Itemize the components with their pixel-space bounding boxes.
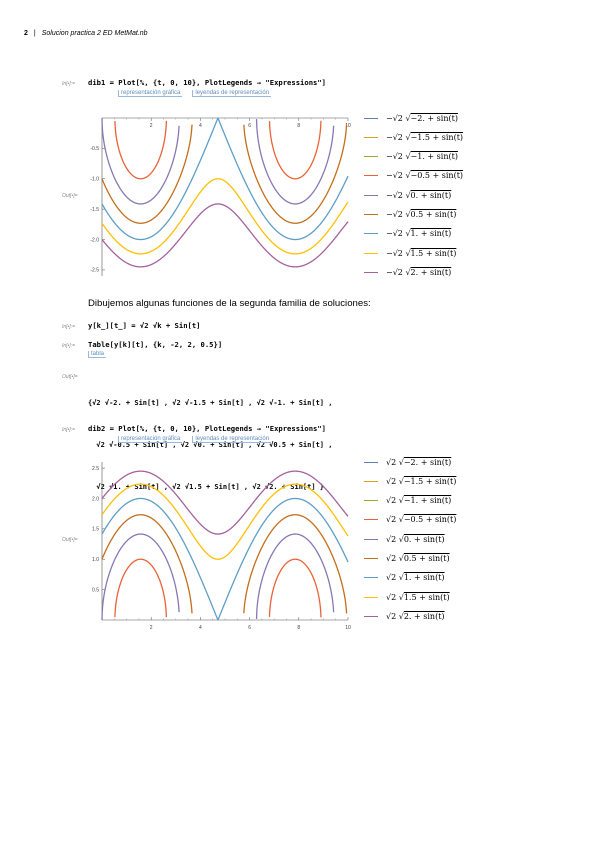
legend-radicand: −1. + sin(t) bbox=[410, 152, 458, 162]
legend-swatch bbox=[364, 519, 378, 520]
legend-entry bbox=[364, 571, 445, 585]
legend-swatch bbox=[364, 577, 378, 578]
legend-swatch bbox=[364, 253, 378, 254]
radical-sign: √ bbox=[398, 457, 404, 467]
x-tick-label: 6 bbox=[248, 123, 251, 129]
legend-radicand: 1.5 + sin(t) bbox=[403, 592, 450, 602]
legend-prefix: √2 bbox=[386, 611, 399, 621]
output-label: Out[•]= bbox=[62, 193, 78, 199]
input-code-definition[interactable]: y[k_][t_] = √2 √k + Sin[t] bbox=[88, 321, 201, 330]
legend-swatch bbox=[364, 118, 378, 119]
legend-swatch bbox=[364, 539, 378, 540]
page-number: 2 bbox=[24, 30, 28, 37]
radical-sign: √ bbox=[398, 496, 404, 506]
legend-radicand: −2. + sin(t) bbox=[403, 457, 452, 467]
legend-entry bbox=[364, 188, 451, 202]
y-tick-label: 1.0 bbox=[92, 557, 99, 564]
radical-sign: √ bbox=[398, 611, 404, 621]
y-tick-label: 2.5 bbox=[92, 465, 99, 472]
input-label: In[•]:= bbox=[62, 427, 76, 433]
page-header bbox=[24, 30, 148, 37]
legend-entry bbox=[364, 246, 456, 260]
legend-radicand: −0.5 + sin(t) bbox=[403, 515, 457, 525]
legend-radicand: 1. + sin(t) bbox=[410, 229, 452, 239]
legend-radicand: 2. + sin(t) bbox=[410, 267, 452, 277]
legend-prefix: −√2 bbox=[386, 113, 406, 123]
radical-sign: √ bbox=[398, 573, 404, 583]
x-tick-label: 10 bbox=[345, 123, 351, 129]
legend-prefix: −√2 bbox=[386, 132, 406, 142]
legend-prefix: √2 bbox=[386, 573, 399, 583]
radical-sign: √ bbox=[405, 248, 411, 258]
legend-radicand: 0.5 + sin(t) bbox=[410, 210, 457, 219]
radical-sign: √ bbox=[405, 132, 411, 142]
radical-sign: √ bbox=[398, 554, 404, 563]
legend-prefix: −√2 bbox=[386, 267, 406, 277]
series-line-k0_5 bbox=[102, 125, 347, 224]
legend-entry bbox=[364, 552, 450, 566]
legend-entry bbox=[364, 150, 458, 164]
hint-plot[interactable]: representación gráfica bbox=[118, 90, 182, 97]
table-output-line: √2 √-0.5 + Sin[t] , √2 √0. + Sin[t] , √2 √0.5 + Sin[t] , bbox=[88, 441, 333, 449]
y-tick-label: 1.5 bbox=[92, 526, 99, 533]
legend-radicand: 2. + sin(t) bbox=[403, 611, 445, 621]
legend-entry bbox=[364, 265, 451, 279]
series-line-km0_5 bbox=[115, 121, 321, 179]
legend-entry bbox=[364, 609, 445, 623]
code-hints bbox=[88, 351, 116, 357]
legend-prefix: −√2 bbox=[386, 210, 406, 219]
hint-plot[interactable]: representación gráfica bbox=[118, 436, 182, 443]
legend-entry bbox=[364, 590, 450, 604]
legend-entry bbox=[364, 227, 451, 241]
legend-prefix: √2 bbox=[386, 534, 399, 544]
radical-sign: √ bbox=[405, 113, 411, 123]
legend-radicand: −1.5 + sin(t) bbox=[403, 476, 457, 486]
table-output-line: √2 √1. + Sin[t] , √2 √1.5 + Sin[t] , √2 √2. + Sin[t] } bbox=[88, 483, 325, 491]
hint-legends[interactable]: leyendas de representación bbox=[192, 436, 271, 443]
notebook-title: Solucion practica 2 ED MetMat.nb bbox=[41, 30, 148, 37]
input-code-table[interactable]: Table[y[k][t], {k, -2, 2, 0.5}] bbox=[88, 340, 223, 349]
legend-entry bbox=[364, 532, 445, 546]
legend-prefix: √2 bbox=[386, 554, 399, 563]
series-line-k0_5 bbox=[102, 515, 347, 614]
y-tick-label: -1.0 bbox=[90, 176, 99, 183]
series-line-k2 bbox=[102, 204, 348, 267]
radical-sign: √ bbox=[398, 592, 404, 602]
legend-swatch bbox=[364, 616, 378, 617]
series-line-km0_5 bbox=[115, 559, 321, 617]
legend-entry bbox=[364, 455, 451, 469]
legend-prefix: √2 bbox=[386, 496, 399, 506]
plot-2[interactable] bbox=[80, 456, 360, 631]
legend-prefix: √2 bbox=[386, 592, 399, 602]
legend-swatch bbox=[364, 597, 378, 598]
plot-1-legend bbox=[364, 112, 484, 282]
radical-sign: √ bbox=[405, 210, 411, 219]
legend-radicand: −2. + sin(t) bbox=[410, 113, 458, 123]
input-label: In[•]:= bbox=[62, 343, 76, 349]
hint-table[interactable]: tabla bbox=[88, 351, 106, 358]
x-tick-label: 6 bbox=[248, 625, 251, 631]
legend-swatch bbox=[364, 156, 378, 157]
legend-entry bbox=[364, 474, 456, 488]
radical-sign: √ bbox=[405, 152, 411, 162]
legend-swatch bbox=[364, 272, 378, 273]
legend-prefix: √2 bbox=[386, 515, 399, 525]
legend-swatch bbox=[364, 462, 378, 463]
series-line-k2 bbox=[102, 471, 348, 534]
legend-prefix: √2 bbox=[386, 457, 399, 467]
code-hints bbox=[118, 90, 281, 96]
legend-prefix: −√2 bbox=[386, 171, 406, 181]
output-label: Out[•]= bbox=[62, 374, 78, 380]
legend-prefix: −√2 bbox=[386, 190, 406, 200]
input-label: In[•]:= bbox=[62, 81, 76, 87]
legend-prefix: −√2 bbox=[386, 152, 406, 162]
legend-radicand: 0.5 + sin(t) bbox=[403, 554, 450, 563]
x-tick-label: 8 bbox=[297, 625, 301, 631]
table-output-line: {√2 √-2. + Sin[t] , √2 √-1.5 + Sin[t] , √2 √-1. + Sin[t] , bbox=[88, 399, 333, 407]
header-separator: | bbox=[33, 30, 36, 37]
x-tick-label: 2 bbox=[149, 123, 153, 129]
legend-swatch bbox=[364, 481, 378, 482]
legend-entry bbox=[364, 494, 451, 508]
legend-entry bbox=[364, 130, 463, 144]
legend-radicand: 1.5 + sin(t) bbox=[410, 248, 457, 258]
legend-prefix: −√2 bbox=[386, 248, 406, 258]
radical-sign: √ bbox=[405, 171, 411, 181]
x-tick-label: 8 bbox=[297, 123, 301, 129]
input-code-plot1[interactable]: dib1 = Plot[%, {t, 0, 10}, PlotLegends → "Expressions"] bbox=[88, 78, 326, 87]
legend-entry bbox=[364, 208, 456, 222]
y-tick-label: -1.5 bbox=[90, 206, 99, 213]
plot-2-legend bbox=[364, 456, 484, 626]
y-tick-label: 0.5 bbox=[92, 587, 99, 594]
y-tick-label: -2.5 bbox=[90, 267, 99, 274]
radical-sign: √ bbox=[398, 515, 404, 525]
legend-radicand: 0. + sin(t) bbox=[403, 534, 445, 544]
radical-sign: √ bbox=[398, 476, 404, 486]
legend-prefix: −√2 bbox=[386, 229, 406, 239]
legend-entry bbox=[364, 169, 463, 183]
plot-1[interactable] bbox=[80, 112, 360, 282]
legend-swatch bbox=[364, 558, 378, 559]
radical-sign: √ bbox=[398, 534, 404, 544]
prose-text: Dibujemos algunas funciones de la segunda familia de soluciones: bbox=[88, 298, 371, 309]
legend-prefix: √2 bbox=[386, 476, 399, 486]
legend-radicand: −0.5 + sin(t) bbox=[410, 171, 464, 181]
legend-entry bbox=[364, 513, 456, 527]
legend-swatch bbox=[364, 214, 378, 215]
legend-radicand: 1. + sin(t) bbox=[403, 573, 445, 583]
legend-swatch bbox=[364, 175, 378, 176]
legend-swatch bbox=[364, 195, 378, 196]
input-code-plot2[interactable]: dib2 = Plot[%, {t, 0, 10}, PlotLegends → "Expressions"] bbox=[88, 424, 326, 433]
legend-swatch bbox=[364, 233, 378, 234]
hint-legends[interactable]: leyendas de representación bbox=[192, 90, 271, 97]
y-tick-label: -0.5 bbox=[90, 146, 99, 153]
legend-radicand: −1. + sin(t) bbox=[403, 496, 452, 506]
x-tick-label: 2 bbox=[149, 625, 153, 631]
x-tick-label: 4 bbox=[199, 123, 202, 129]
series-line-k0 bbox=[102, 534, 334, 620]
x-tick-label: 10 bbox=[345, 625, 351, 631]
legend-swatch bbox=[364, 137, 378, 138]
series-line-k0 bbox=[102, 118, 334, 204]
radical-sign: √ bbox=[405, 190, 411, 200]
input-label: In[•]:= bbox=[62, 324, 76, 330]
y-tick-label: -2.0 bbox=[90, 237, 99, 244]
radical-sign: √ bbox=[405, 229, 411, 239]
legend-radicand: −1.5 + sin(t) bbox=[410, 132, 464, 142]
legend-entry bbox=[364, 111, 458, 125]
radical-sign: √ bbox=[405, 267, 411, 277]
x-tick-label: 4 bbox=[199, 625, 202, 631]
output-label: Out[•]= bbox=[62, 537, 78, 543]
y-tick-label: 2.0 bbox=[92, 496, 99, 503]
legend-radicand: 0. + sin(t) bbox=[410, 190, 452, 200]
code-hints bbox=[118, 436, 281, 442]
legend-swatch bbox=[364, 500, 378, 501]
